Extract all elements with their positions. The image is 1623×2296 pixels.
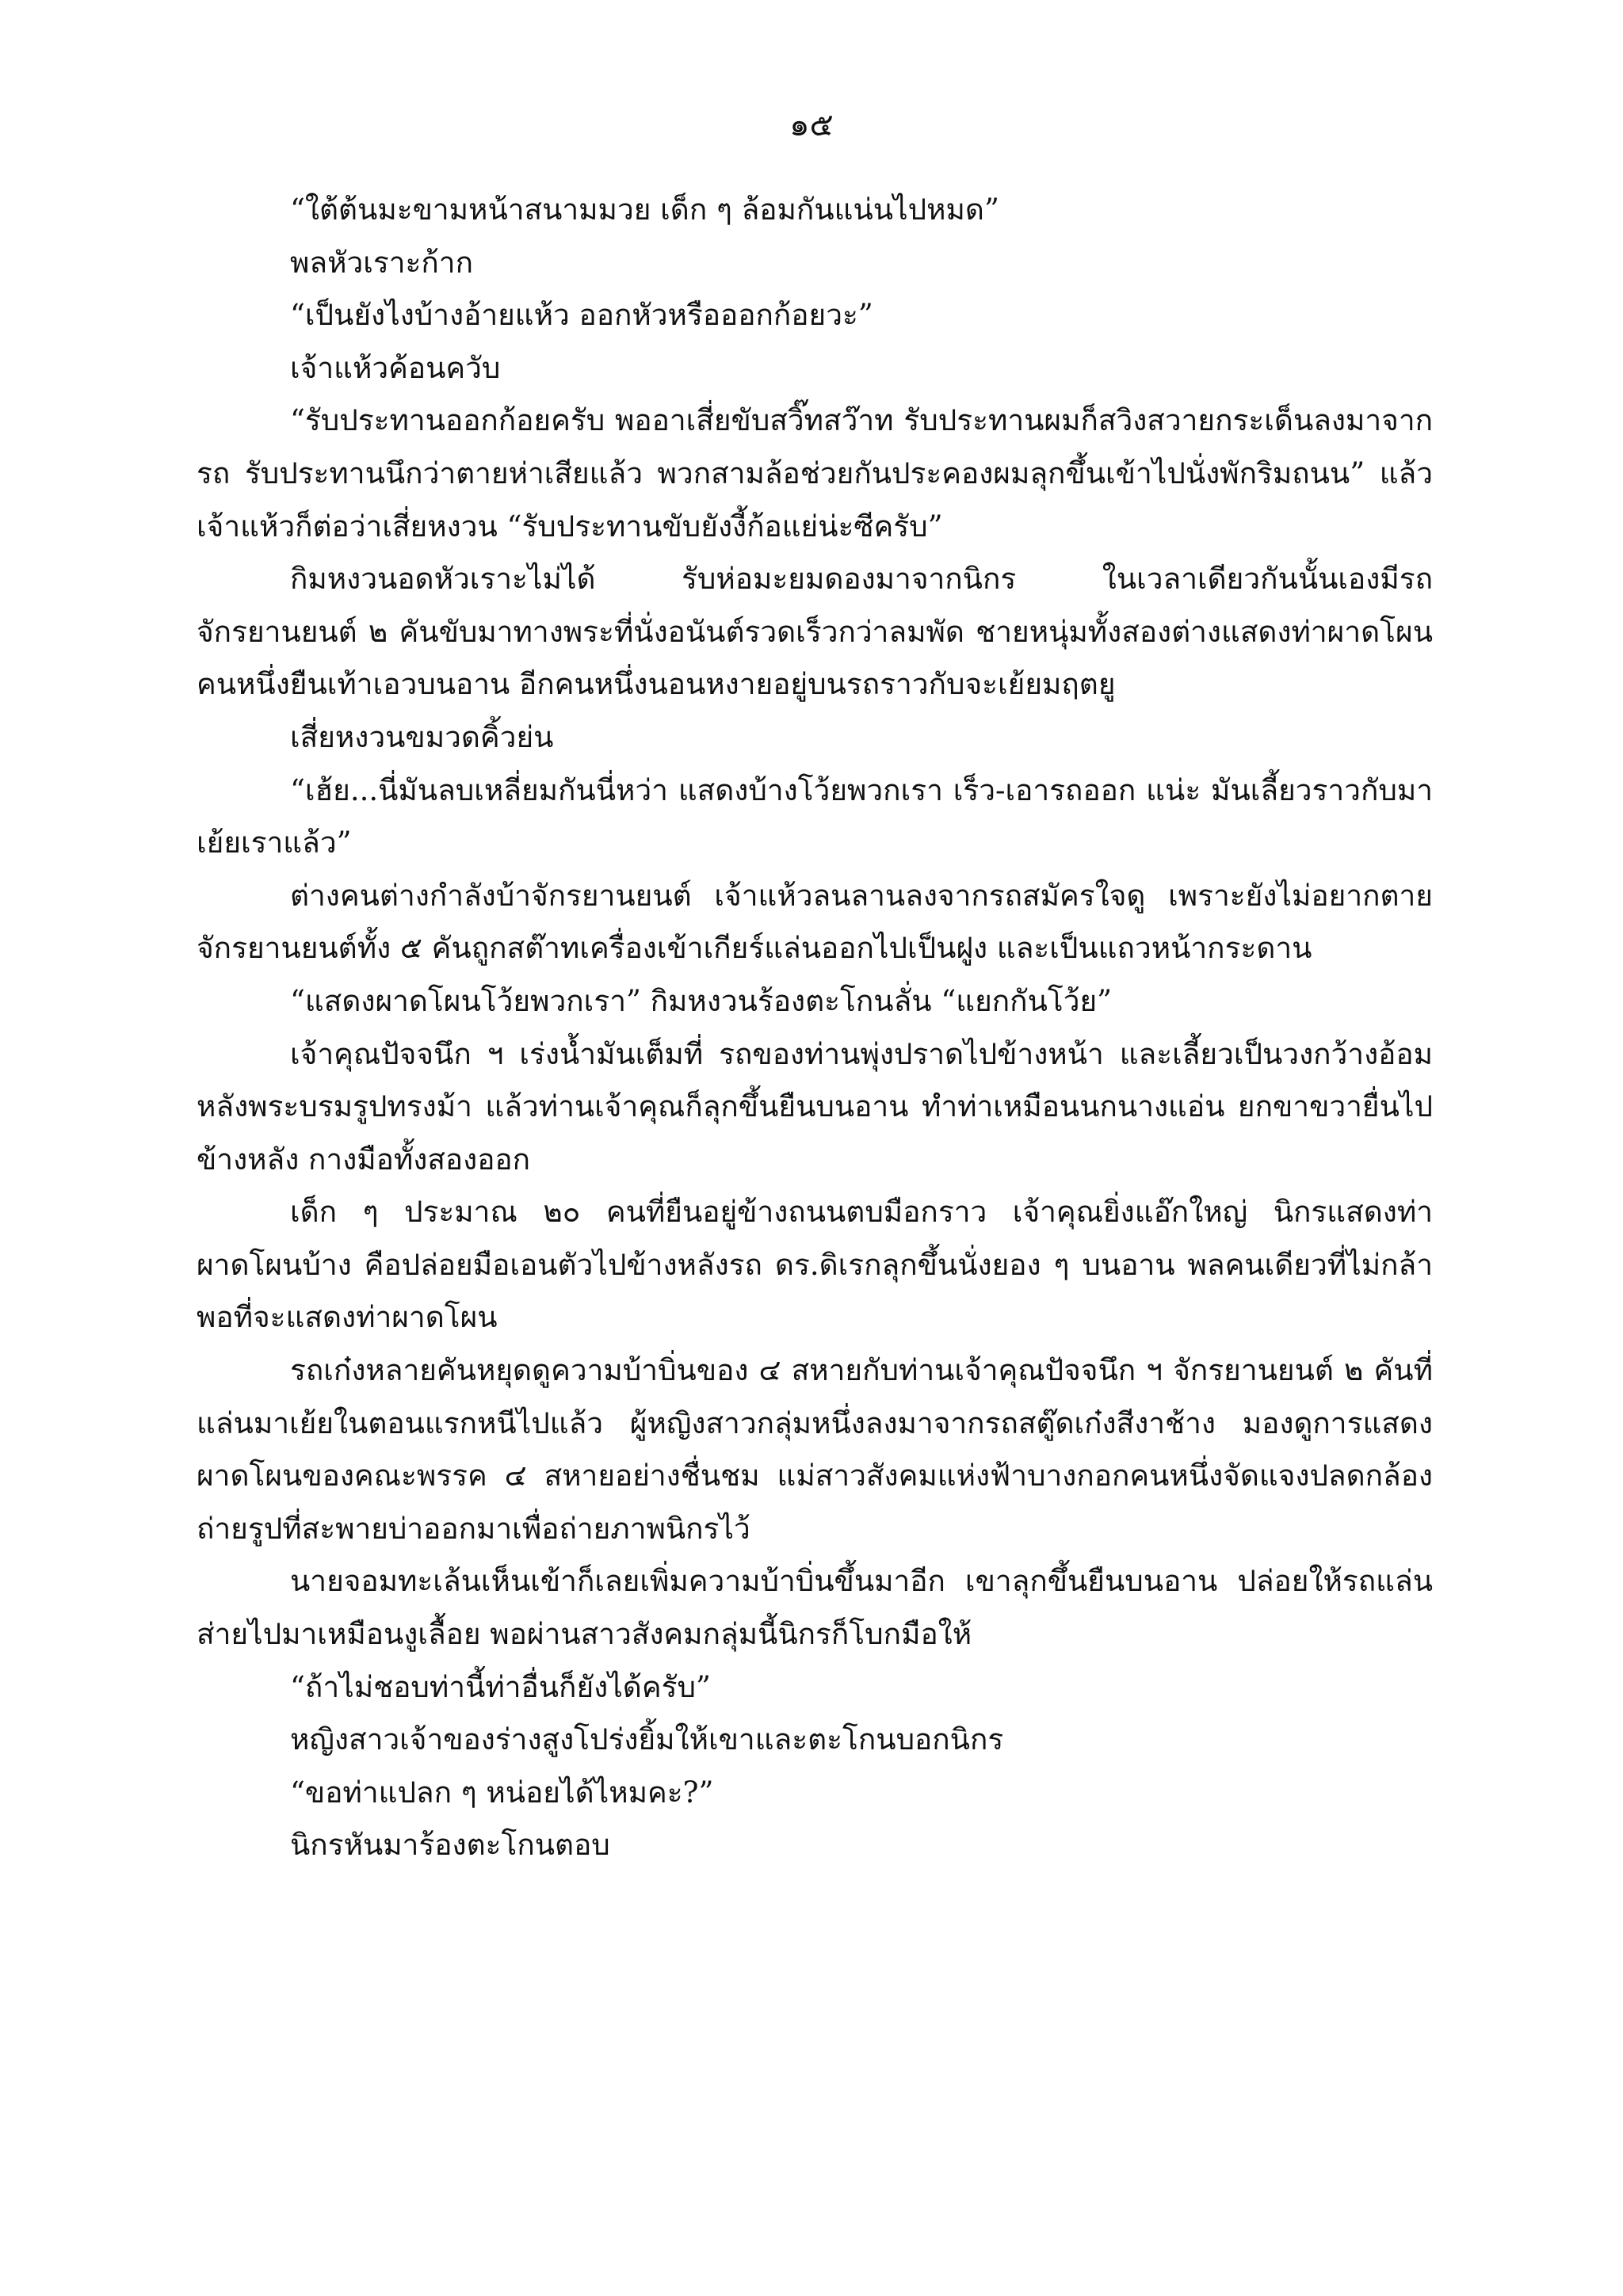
- paragraph: รถเก๋งหลายคันหยุดดูความบ้าบิ่นของ ๔ สหายกับท่านเจ้าคุณปัจจนึก ฯ จักรยานยนต์ ๒ คันที่แล่นมาเย้ยในตอนแรกหนีไปแล้ว ผู้หญิงสาวกลุ่มหนึ่งลงมาจากรถสตู๊ดเก๋งสีงาช้าง มองดูการแสดงผาดโผนของคณะพรรค ๔ สหายอย่างชื่นชม แม่สาวสังคมแห่งฟ้าบางกอกคนหนึ่งจัดแจงปลดกล้องถ่ายรูปที่สะพายบ่าออกมาเพื่อถ่ายภาพนิกรไว้: [197, 1353, 1433, 1546]
- paragraph: หญิงสาวเจ้าของร่างสูงโปร่งยิ้มให้เขาและตะโกนบอกนิกร: [290, 1722, 1004, 1757]
- paragraph: กิมหงวนอดหัวเราะไม่ได้ รับห่อมะยมดองมาจากนิกร ในเวลาเดียวกันนั้นเองมีรถจักรยานยนต์ ๒ คันขับมาทางพระที่นั่งอนันต์รวดเร็วกว่าลมพัด ชายหนุ่มทั้งสองต่างแสดงท่าผาดโผน คนหนึ่งยืนเท้าเอวบนอาน อีกคนหนึ่งนอนหงายอยู่บนรถราวกับจะเย้ยมฤตยู: [197, 562, 1433, 702]
- paragraph: “เป็นยังไงบ้างอ้ายแห้ว ออกหัวหรือออกก้อยวะ”: [290, 298, 873, 333]
- paragraph: นายจอมทะเล้นเห็นเข้าก็เลยเพิ่มความบ้าบิ่นขึ้นมาอีก เขาลุกขึ้นยืนบนอาน ปล่อยให้รถแล่นส่ายไปมาเหมือนงูเลื้อย พอผ่านสาวสังคมกลุ่มนี้นิกรก็โบกมือให้: [197, 1564, 1433, 1652]
- paragraph: “ขอท่าแปลก ๆ หน่อยได้ไหมคะ?”: [290, 1775, 714, 1810]
- paragraph: เด็ก ๆ ประมาณ ๒๐ คนที่ยืนอยู่ข้างถนนตบมือกราว เจ้าคุณยิ่งแอ๊กใหญ่ นิกรแสดงท่าผาดโผนบ้าง คือปล่อยมือเอนตัวไปข้างหลังรถ ดร.ดิเรกลุกขึ้นนั่งยอง ๆ บนอาน พลคนเดียวที่ไม่กล้าพอที่จะแสดงท่าผาดโผน: [197, 1195, 1433, 1335]
- paragraph: “เฮ้ย...นี่มันลบเหลี่ยมกันนี่หว่า แสดงบ้างโว้ยพวกเรา เร็ว-เอารถออก แน่ะ มันเลี้ยวราวกับมาเย้ยเราแล้ว”: [197, 772, 1433, 860]
- paragraph: เจ้าคุณปัจจนึก ฯ เร่งน้ำมันเต็มที่ รถของท่านพุ่งปราดไปข้างหน้า และเลี้ยวเป็นวงกว้างอ้อมหลังพระบรมรูปทรงม้า แล้วท่านเจ้าคุณก็ลุกขึ้นยืนบนอาน ทำท่าเหมือนนกนางแอ่น ยกขาขวายื่นไปข้างหลัง กางมือทั้งสองออก: [197, 1036, 1433, 1177]
- paragraph: นิกรหันมาร้องตะโกนตอบ: [290, 1828, 610, 1863]
- page-number: ๑๕: [789, 107, 834, 143]
- paragraph: “รับประทานออกก้อยครับ พออาเสี่ยขับสวิ๊ทสว๊าท รับประทานผมก็สวิงสวายกระเด็นลงมาจากรถ รับประทานนึกว่าตายห่าเสียแล้ว พวกสามล้อช่วยกันประคองผมลุกขึ้นเข้าไปนั่งพักริมถนน” แล้วเจ้าแห้วก็ต่อว่าเสี่ยหงวน “รับประทานขับยังงี้ก้อแย่น่ะซีครับ”: [197, 403, 1433, 543]
- paragraph: “ถ้าไม่ชอบท่านี้ท่าอื่นก็ยังได้ครับ”: [290, 1669, 711, 1704]
- paragraph: เจ้าแห้วค้อนควับ: [290, 350, 501, 385]
- body-text: [197, 184, 1433, 1872]
- paragraph: พลหัวเราะก้าก: [290, 245, 473, 280]
- paragraph: เสี่ยหงวนขมวดคิ้วย่น: [290, 719, 554, 754]
- paragraph: “แสดงผาดโผนโว้ยพวกเรา” กิมหงวนร้องตะโกนลั่น “แยกกันโว้ย”: [290, 983, 1113, 1018]
- paragraph: ต่างคนต่างกำลังบ้าจักรยานยนต์ เจ้าแห้วลนลานลงจากรถสมัครใจดู เพราะยังไม่อยากตาย จักรยานยนต์ทั้ง ๕ คันถูกสต๊าทเครื่องเข้าเกียร์แล่นออกไปเป็นฝูง และเป็นแถวหน้ากระดาน: [197, 878, 1433, 966]
- paragraph: “ใต้ต้นมะขามหน้าสนามมวย เด็ก ๆ ล้อมกันแน่นไปหมด”: [290, 193, 999, 227]
